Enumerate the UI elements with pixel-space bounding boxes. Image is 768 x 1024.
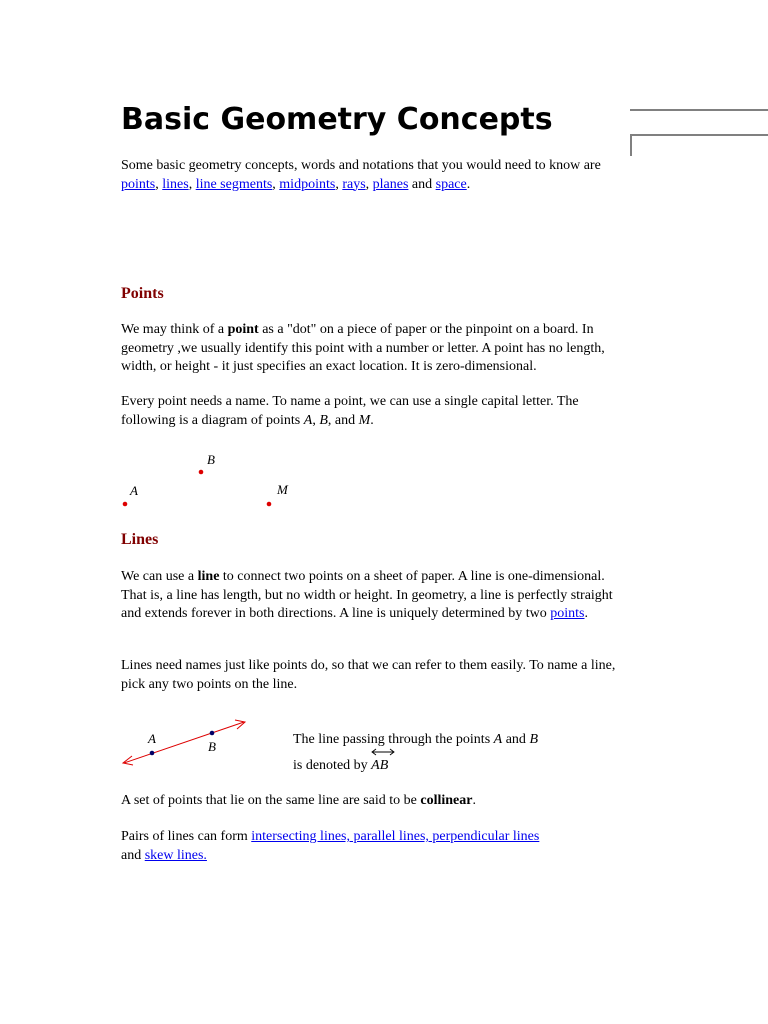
line-point-b-dot: [210, 731, 215, 736]
pairs-paragraph: [121, 828, 561, 865]
lines-p1-text-b: to connect two points on a sheet of paper. A line is one-dimensional. That is, a line has length, but no width or height. In geometry, a line is perfectly straight and extends forever in both directions. A line is uniquely determined by two: [121, 569, 613, 621]
points-p1-text-b: as a "dot" on a piece of paper or the pinpoint on a board. In geometry ,we usually identify this point with a number or letter. A point has no length, width, or height - it just specifies an exact location. It is zero-dimensional.: [121, 322, 605, 374]
lines-paragraph-1: [121, 568, 631, 624]
points-diagram: [115, 448, 315, 514]
collinear-text: A set of points that lie on the same line are said to be: [121, 793, 417, 808]
intro-and: and: [411, 176, 433, 192]
intro-text: Some basic geometry concepts, words and notations that you would need to know: [121, 158, 581, 173]
points-p2-m: M: [358, 412, 371, 428]
link-midpoints[interactable]: midpoints: [279, 176, 336, 192]
points-p2-b: B: [319, 412, 328, 428]
point-m-label: M: [277, 482, 288, 497]
link-skew-lines[interactable]: skew lines.: [144, 847, 207, 863]
lines-p1-text-a: We can use a: [121, 569, 195, 584]
line-notation-1: [293, 730, 613, 750]
page-title: Basic Geometry Concepts: [121, 102, 553, 137]
points-p2-period: .: [370, 412, 374, 428]
points-paragraph-2: Every point needs a name. To name a point, we can use a single capital letter. The following is a diagram of points A, B, and M.: [121, 394, 579, 428]
line-point-b-label: B: [208, 739, 216, 754]
points-p2-text: Every point needs a name. To name a point, we can use a single capital letter. The following is a diagram of points: [121, 394, 579, 428]
intro-period: .: [466, 176, 471, 192]
double-arrow-icon: [371, 748, 395, 756]
side-divider: [630, 109, 768, 111]
notation-b: B: [529, 732, 538, 747]
notation-denoted: is denoted by: [293, 758, 368, 773]
line-notation-symbol: [371, 752, 388, 776]
link-line-pairs[interactable]: intersecting lines, parallel lines, perpendicular lines: [251, 829, 540, 844]
points-paragraph-1: [121, 321, 631, 377]
intro-paragraph: Some basic geometry concepts, words and notations that you would need to know are points, lines, line segments, midpoints, rays, planes and space.: [121, 158, 601, 192]
lines-p1-period: .: [584, 606, 588, 621]
lines-heading: Lines: [121, 531, 159, 548]
intro-are: are: [583, 158, 601, 173]
link-rays[interactable]: rays: [342, 176, 366, 192]
link-points-2[interactable]: points: [550, 606, 585, 621]
link-points[interactable]: points: [121, 176, 156, 192]
pairs-and: and: [121, 847, 142, 863]
collinear-paragraph: [121, 792, 631, 811]
lines-term-bold: line: [197, 569, 220, 584]
points-p2-and: , and: [327, 412, 356, 428]
notation-text-a: The line passing through the points: [293, 732, 491, 747]
point-a-label: A: [130, 483, 138, 498]
point-m-dot: [267, 502, 272, 507]
link-space[interactable]: space: [435, 176, 467, 192]
line-diagram: [118, 716, 253, 770]
points-p1-text-a: We may think of a: [121, 322, 225, 337]
pairs-text: Pairs of lines can form: [121, 829, 248, 844]
notation-ab: AB: [371, 758, 389, 773]
collinear-term-bold: collinear: [420, 793, 473, 808]
side-frame: [630, 134, 768, 156]
points-term-bold: point: [227, 322, 259, 337]
line-point-a-dot: [150, 751, 155, 756]
points-p2-a: A: [303, 412, 313, 428]
line-notation-2: [293, 752, 613, 776]
notation-and: and: [505, 732, 526, 747]
line-ab: [124, 722, 244, 763]
collinear-period: .: [472, 793, 476, 808]
point-a-dot: [123, 502, 128, 507]
notation-a: A: [493, 732, 503, 747]
points-heading: Points: [121, 285, 164, 302]
line-point-a-label: A: [148, 731, 156, 746]
link-lines[interactable]: lines: [162, 176, 189, 192]
lines-paragraph-2: Lines need names just like points do, so that we can refer to them easily. To name a line, pick any two points on the line.: [121, 658, 616, 692]
link-planes[interactable]: planes: [372, 176, 409, 192]
point-b-dot: [199, 470, 204, 475]
point-b-label: B: [207, 452, 215, 467]
link-line-segments[interactable]: line segments: [195, 176, 273, 192]
